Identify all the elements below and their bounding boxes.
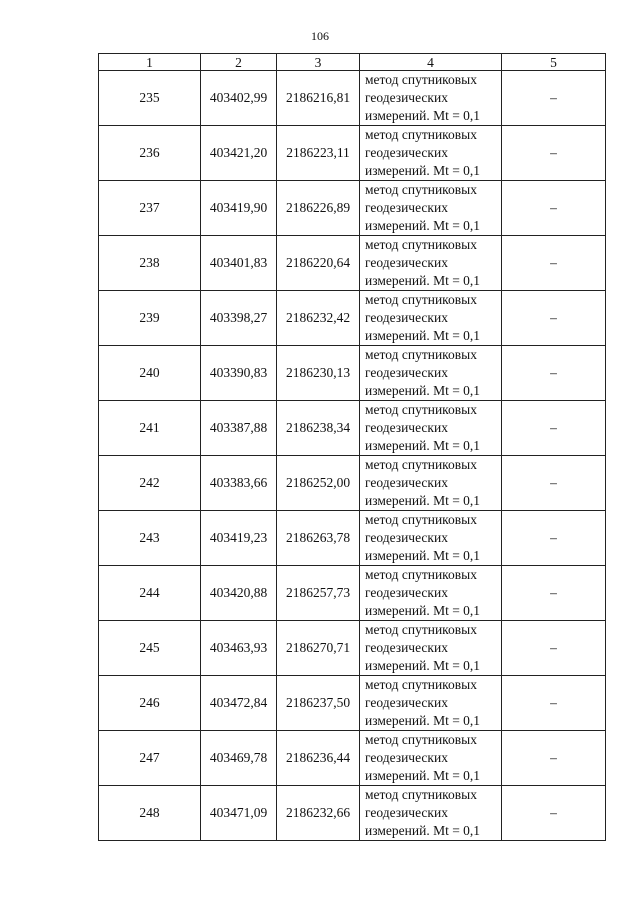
method-line: метод спутниковых <box>365 237 477 252</box>
method-line: геодезических <box>365 365 448 380</box>
page-number: 106 <box>311 29 329 43</box>
column-header-5: 5 <box>502 54 606 71</box>
method-line: измерений. Mt = 0,1 <box>365 383 481 398</box>
table-row <box>99 291 606 346</box>
point-number-cell: 238 <box>99 236 201 291</box>
note-cell: – <box>502 126 606 181</box>
method-line: метод спутниковых <box>365 347 477 362</box>
table-row <box>99 621 606 676</box>
y-coordinate-cell: 2186230,13 <box>277 346 360 401</box>
method-line: измерений. Mt = 0,1 <box>365 713 481 728</box>
table-row <box>99 346 606 401</box>
method-line: геодезических <box>365 310 448 325</box>
note-cell: – <box>502 566 606 621</box>
point-number-cell: 237 <box>99 181 201 236</box>
y-coordinate-cell: 2186223,11 <box>277 126 360 181</box>
x-coordinate-cell: 403471,09 <box>201 786 277 841</box>
method-line: геодезических <box>365 200 448 215</box>
x-coordinate-cell: 403419,90 <box>201 181 277 236</box>
method-cell <box>360 731 502 786</box>
y-coordinate-cell: 2186252,00 <box>277 456 360 511</box>
table-row <box>99 181 606 236</box>
table-row <box>99 731 606 786</box>
x-coordinate-cell: 403383,66 <box>201 456 277 511</box>
x-coordinate-cell: 403390,83 <box>201 346 277 401</box>
method-line: метод спутниковых <box>365 567 477 582</box>
point-number-cell: 235 <box>99 71 201 126</box>
x-coordinate-cell: 403419,23 <box>201 511 277 566</box>
method-cell <box>360 126 502 181</box>
method-line: измерений. Mt = 0,1 <box>365 658 481 673</box>
method-line: геодезических <box>365 585 448 600</box>
x-coordinate-cell: 403387,88 <box>201 401 277 456</box>
method-cell <box>360 346 502 401</box>
y-coordinate-cell: 2186238,34 <box>277 401 360 456</box>
method-line: геодезических <box>365 420 448 435</box>
table-row <box>99 401 606 456</box>
column-header-1: 1 <box>99 54 201 71</box>
method-line: метод спутниковых <box>365 292 477 307</box>
x-coordinate-cell: 403420,88 <box>201 566 277 621</box>
method-line: геодезических <box>365 145 448 160</box>
x-coordinate-cell: 403421,20 <box>201 126 277 181</box>
note-cell: – <box>502 731 606 786</box>
method-line: геодезических <box>365 750 448 765</box>
method-cell <box>360 291 502 346</box>
note-cell: – <box>502 786 606 841</box>
table-row <box>99 511 606 566</box>
coordinates-table <box>98 53 606 841</box>
y-coordinate-cell: 2186236,44 <box>277 731 360 786</box>
method-line: метод спутниковых <box>365 127 477 142</box>
method-cell <box>360 786 502 841</box>
method-cell <box>360 566 502 621</box>
note-cell: – <box>502 621 606 676</box>
method-line: метод спутниковых <box>365 622 477 637</box>
method-line: геодезических <box>365 90 448 105</box>
point-number-cell: 240 <box>99 346 201 401</box>
method-line: измерений. Mt = 0,1 <box>365 823 481 838</box>
method-line: метод спутниковых <box>365 512 477 527</box>
method-line: метод спутниковых <box>365 72 477 87</box>
method-cell <box>360 676 502 731</box>
method-cell <box>360 236 502 291</box>
x-coordinate-cell: 403469,78 <box>201 731 277 786</box>
table-header <box>99 54 606 71</box>
method-line: измерений. Mt = 0,1 <box>365 438 481 453</box>
table-body <box>99 71 606 841</box>
method-line: измерений. Mt = 0,1 <box>365 603 481 618</box>
y-coordinate-cell: 2186232,42 <box>277 291 360 346</box>
table-row <box>99 126 606 181</box>
method-cell <box>360 71 502 126</box>
column-header-2: 2 <box>201 54 277 71</box>
method-line: измерений. Mt = 0,1 <box>365 163 481 178</box>
method-line: геодезических <box>365 805 448 820</box>
method-line: метод спутниковых <box>365 787 477 802</box>
column-header-4: 4 <box>360 54 502 71</box>
table-row <box>99 456 606 511</box>
point-number-cell: 244 <box>99 566 201 621</box>
x-coordinate-cell: 403472,84 <box>201 676 277 731</box>
point-number-cell: 245 <box>99 621 201 676</box>
method-line: метод спутниковых <box>365 457 477 472</box>
method-line: измерений. Mt = 0,1 <box>365 768 481 783</box>
x-coordinate-cell: 403402,99 <box>201 71 277 126</box>
method-line: измерений. Mt = 0,1 <box>365 493 481 508</box>
table-row <box>99 236 606 291</box>
method-line: измерений. Mt = 0,1 <box>365 108 481 123</box>
method-cell <box>360 511 502 566</box>
method-line: метод спутниковых <box>365 402 477 417</box>
note-cell: – <box>502 346 606 401</box>
x-coordinate-cell: 403463,93 <box>201 621 277 676</box>
note-cell: – <box>502 71 606 126</box>
method-line: геодезических <box>365 640 448 655</box>
method-line: геодезических <box>365 530 448 545</box>
method-line: измерений. Mt = 0,1 <box>365 273 481 288</box>
point-number-cell: 239 <box>99 291 201 346</box>
y-coordinate-cell: 2186270,71 <box>277 621 360 676</box>
x-coordinate-cell: 403401,83 <box>201 236 277 291</box>
method-cell <box>360 401 502 456</box>
point-number-cell: 247 <box>99 731 201 786</box>
table-row <box>99 676 606 731</box>
point-number-cell: 241 <box>99 401 201 456</box>
method-line: метод спутниковых <box>365 182 477 197</box>
y-coordinate-cell: 2186263,78 <box>277 511 360 566</box>
table-row <box>99 71 606 126</box>
y-coordinate-cell: 2186220,64 <box>277 236 360 291</box>
x-coordinate-cell: 403398,27 <box>201 291 277 346</box>
method-line: геодезических <box>365 475 448 490</box>
note-cell: – <box>502 181 606 236</box>
table-row <box>99 786 606 841</box>
note-cell: – <box>502 291 606 346</box>
note-cell: – <box>502 236 606 291</box>
note-cell: – <box>502 676 606 731</box>
table-row <box>99 566 606 621</box>
point-number-cell: 242 <box>99 456 201 511</box>
method-line: измерений. Mt = 0,1 <box>365 328 481 343</box>
method-line: геодезических <box>365 695 448 710</box>
method-line: измерений. Mt = 0,1 <box>365 548 481 563</box>
note-cell: – <box>502 456 606 511</box>
method-line: геодезических <box>365 255 448 270</box>
point-number-cell: 246 <box>99 676 201 731</box>
method-cell <box>360 456 502 511</box>
point-number-cell: 243 <box>99 511 201 566</box>
y-coordinate-cell: 2186257,73 <box>277 566 360 621</box>
note-cell: – <box>502 401 606 456</box>
method-line: измерений. Mt = 0,1 <box>365 218 481 233</box>
method-cell <box>360 181 502 236</box>
y-coordinate-cell: 2186226,89 <box>277 181 360 236</box>
header-row <box>99 54 606 71</box>
y-coordinate-cell: 2186216,81 <box>277 71 360 126</box>
method-line: метод спутниковых <box>365 732 477 747</box>
point-number-cell: 236 <box>99 126 201 181</box>
y-coordinate-cell: 2186232,66 <box>277 786 360 841</box>
column-header-3: 3 <box>277 54 360 71</box>
method-line: метод спутниковых <box>365 677 477 692</box>
note-cell: – <box>502 511 606 566</box>
point-number-cell: 248 <box>99 786 201 841</box>
y-coordinate-cell: 2186237,50 <box>277 676 360 731</box>
method-cell <box>360 621 502 676</box>
